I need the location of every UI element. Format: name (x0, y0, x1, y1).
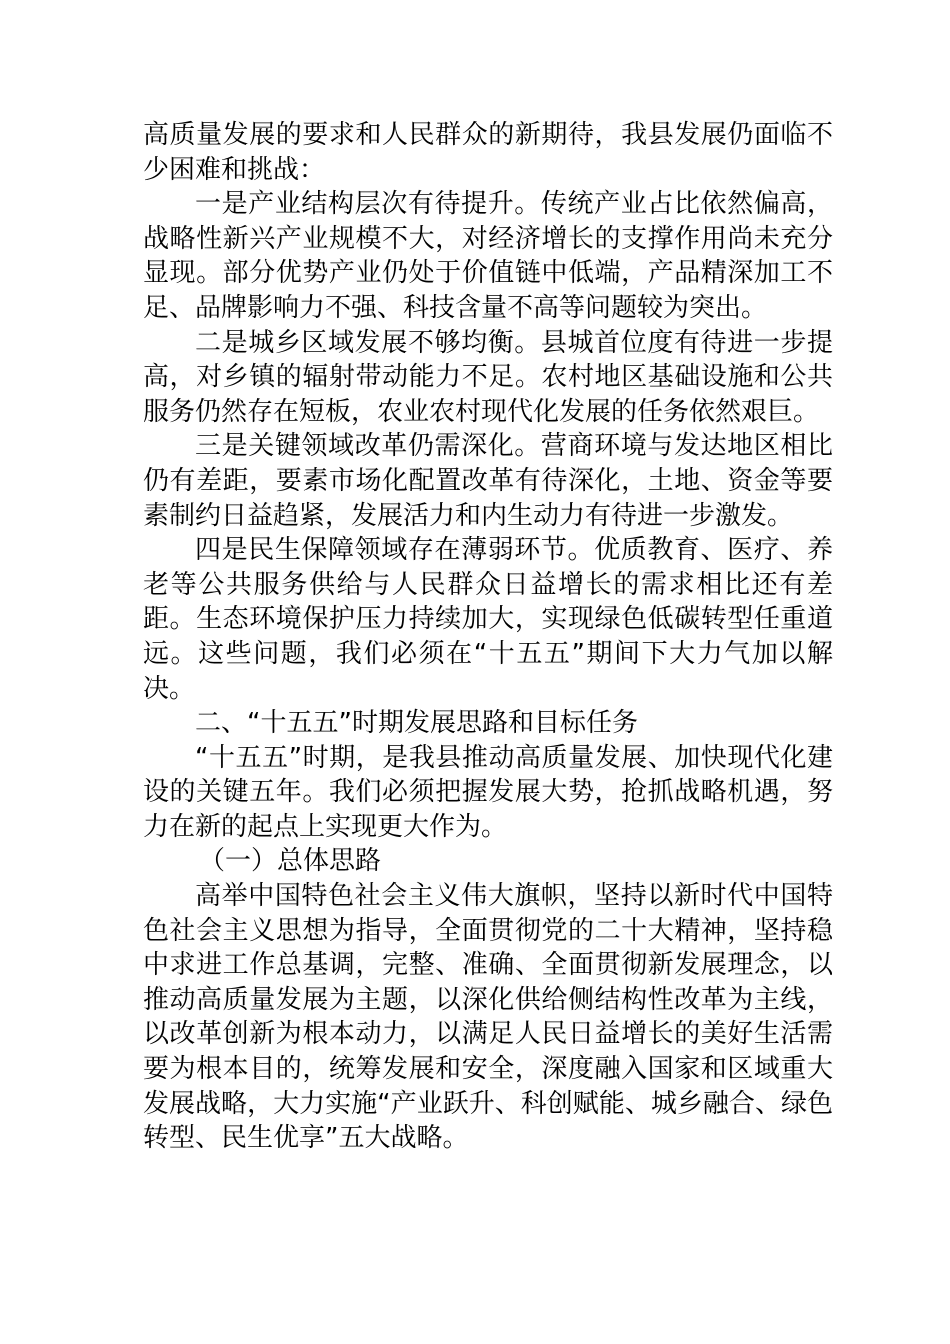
paragraph-continuation: 高质量发展的要求和人民群众的新期待，我县发展仍面临不少困难和挑战： (143, 120, 833, 185)
section-heading: 二、“十五五”时期发展思路和目标任务 (195, 708, 638, 739)
paragraph-urban-rural-balance: 二是城乡区域发展不够均衡。县城首位度有待进一步提高，对乡镇的辐射带动能力不足。农村地区基础设施和公共服务仍然存在短板，农业农村现代化发展的任务依然艰巨。 (143, 327, 833, 427)
paragraph-reform: 三是关键领域改革仍需深化。营商环境与发达地区相比仍有差距，要素市场化配置改革有待深化，土地、资金等要素制约日益趋紧，发展活力和内生动力有待进一步激发。 (143, 431, 833, 531)
paragraph-industry-structure: 一是产业结构层次有待提升。传统产业占比依然偏高，战略性新兴产业规模不大，对经济增长的支撑作用尚未充分显现。部分优势产业仍处于价值链中低端，产品精深加工不足、品牌影响力不强、科技含量不高等问题较为突出。 (143, 189, 833, 323)
paragraph-livelihood: 四是民生保障领域存在薄弱环节。优质教育、医疗、养老等公共服务供给与人民群众日益增长的需求相比还有差距。生态环境保护压力持续加大，实现绿色低碳转型任重道远。这些问题，我们必须在“十五五”期间下大力气加以解决。 (143, 535, 833, 704)
paragraph-section-intro: “十五五”时期，是我县推动高质量发展、加快现代化建设的关键五年。我们必须把握发展大势，抢抓战略机遇，努力在新的起点上实现更大作为。 (143, 742, 833, 842)
paragraph-overall-approach: 高举中国特色社会主义伟大旗帜，坚持以新时代中国特色社会主义思想为指导，全面贯彻党的二十大精神，坚持稳中求进工作总基调，完整、准确、全面贯彻新发展理念，以推动高质量发展为主题，以深化供给侧结构性改革为主线，以改革创新为根本动力，以满足人民日益增长的美好生活需要为根本目的，统筹发展和安全，深度融入国家和区域重大发展战略，大力实施“产业跃升、科创赋能、城乡融合、绿色转型、民生优享”五大战略。 (143, 881, 833, 1154)
subsection-heading: （一）总体思路 (199, 846, 382, 877)
document-body (143, 118, 833, 1156)
